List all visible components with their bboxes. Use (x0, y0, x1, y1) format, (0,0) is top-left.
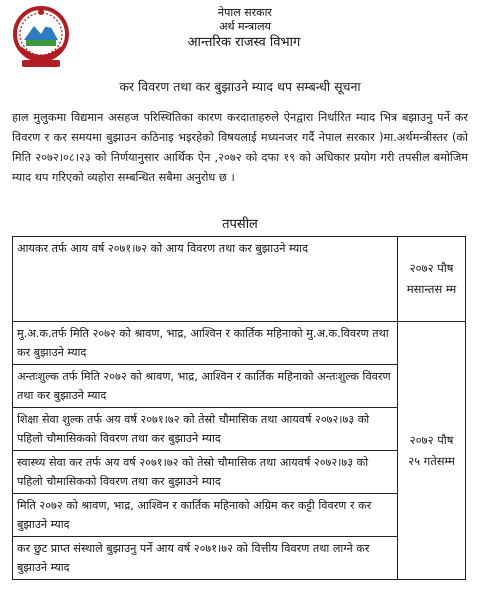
schedule-item-tds: मिति २०७२ को श्रावण, भाद्र, आश्विन र कार्तिक महिनाको अग्रिम कर कट्टी विवरण र कर बुझाउने म्याद (13, 494, 398, 537)
schedule-item-excise: अन्तःशुल्क तर्फ मिति २०७२ को श्रावण, भाद्र, आश्विन र कार्तिक महिनाको अन्तःशुल्क विवरण तथा कर बुझाउने म्याद (13, 365, 398, 408)
schedule-item-education-fee: शिक्षा सेवा शुल्क तर्फ अय वर्ष २०७१।७२ को तेस्रो चौमासिक तथा आयवर्ष २०७२।७३ को पहिलो चौमासिकको विवरण तथा कर बुझाउने म्याद (13, 408, 398, 451)
table-row (13, 322, 466, 365)
table-row (13, 237, 466, 322)
header-government: नेपाल सरकार (218, 6, 272, 19)
header-ministry: अर्थ मन्त्रालय (219, 20, 271, 33)
schedule-deadline-income-tax: २०७२ पौष मसान्तस म्म (398, 237, 466, 322)
schedule-item-health-tax: स्वास्थ्य सेवा कर तर्फ अय वर्ष २०७१।७२ को तेस्रो चौमासिक तथा आयवर्ष २०७२।७३ को पहिलो चौमासिकको विवरण तथा कर बुझाउने म्याद (13, 451, 398, 494)
schedule-table (12, 236, 466, 580)
notice-title: कर विवरण तथा कर बुझाउने म्याद थप सम्बन्धी सूचना (119, 79, 361, 94)
schedule-deadline-group: २०७२ पौष २५ गतेसम्म (398, 322, 466, 580)
schedule-item-vat: मु.अ.क.तर्फ मिति २०७२ को श्रावण, भाद्र, आश्विन र कार्तिक महिनाको मु.अ.क.विवरण तथा कर बुझाउने म्याद (13, 322, 398, 365)
schedule-item-income-tax: आयकर तर्फ आय वर्ष २०७१।७२ को आय विवरण तथा कर बुझाउने म्याद (13, 237, 398, 322)
notice-body: हाल मुलुकमा विद्यमान असहज परिस्थितिका कारण करदाताहरुले ऐनद्वारा निर्धारित म्याद भित्र बझाउनु पर्ने कर विवरण र कर समयमा बुझाउन कठिनाइ भइरहेको विषयलाई मध्यनजर गर्दै नेपाल सरकार )मा.अर्थमन्त्रीस्तर (को मिति २०७२।०८।२३ को निर्णयानुसार आर्थिक ऐन ,२०७२ को दफा १९ को अधिकार प्रयोग गरी तपसील बमोजिम म्याद थप गरिएको व्यहोरा सम्बन्धित सबैमा अनुरोध छ । (12, 111, 468, 184)
schedule-item-exempt-org: कर छुट प्राप्त संस्थाले बुझाउनु पर्ने आय वर्ष २०७१।७२ को वित्तीय विवरण तथा लाग्ने कर बुझाउने म्याद (13, 537, 398, 580)
schedule-heading: तपसील (222, 217, 258, 232)
header-department: आन्तरिक राजस्व विभाग (187, 35, 301, 50)
